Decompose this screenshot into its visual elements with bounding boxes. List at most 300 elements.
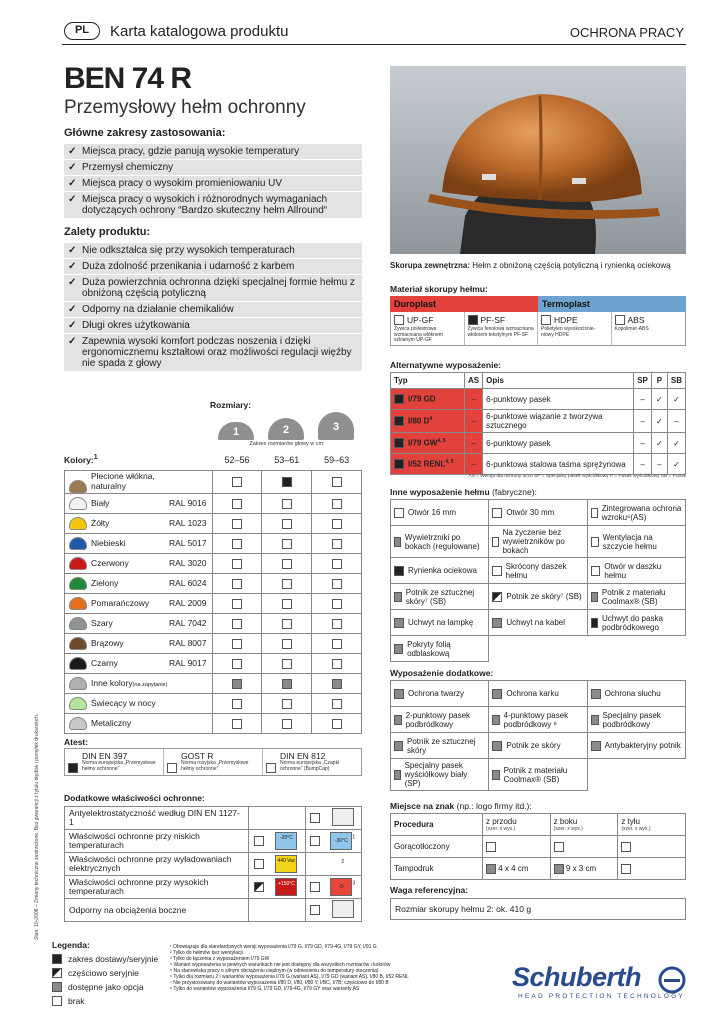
extra-equipment-label: 4-punktowy pasek podbródkowy ⁸ [503,710,569,729]
product-name: BEN 74 R [64,62,192,95]
marking-checkbox [554,864,564,874]
other-equipment-cell [391,610,489,636]
size-availability-box [232,539,242,549]
marking-header-3: z tyłu (szer. x wys.) [618,814,686,836]
footnote: ⁶ Tylko dla rozmiaru 2 i wariantów wyposażenia I/79 G (wariant AS), I/79 GD (wariant AS), I/80 B, I/52 RENL [170,974,409,980]
material-option [612,312,686,345]
marking-header-2: z boku (szer. x wys.) [550,814,618,836]
legend-list [52,952,167,1008]
check-icon: ✓ [68,320,77,331]
other-equipment-label: Na życzenie bez wywietrzników po bokach [502,528,565,555]
color-ral: RAL 2009 [169,597,207,608]
category-label: OCHRONA PRACY [569,25,684,40]
size-availability-box [332,559,342,569]
advantage-item [64,302,362,317]
shell-caption [390,261,690,270]
marking-checkbox [486,864,496,874]
alt-desc: 6-punktowy pasek [483,433,634,454]
colors-table [64,450,362,734]
properties-title: Dodatkowe właściwości ochronne: [64,793,205,803]
marking-value: 4 x 4 cm [498,863,529,873]
material-checkbox [394,315,404,325]
size-availability-box [232,599,242,609]
extra-equipment-cell [489,707,587,733]
size-availability-box [282,639,292,649]
legend-item [52,994,167,1008]
footnote: ³ Tylko do łączenia z wyposażeniem I/79 GW [170,956,270,962]
helmet-color-icon [69,557,87,570]
color-ral: RAL 7042 [169,617,207,628]
advantages-title: Zalety produktu: [64,226,151,238]
approval-name: GOST R [181,751,214,761]
approval-name: DIN EN 397 [82,751,128,761]
alt-sp: – [634,410,652,433]
approval-checkbox [167,763,177,773]
property-row [65,876,362,899]
application-item [64,160,362,175]
material-checkbox [468,315,478,325]
helmet-color-icon [69,497,87,510]
alt-sp: – [634,454,652,475]
alt-equipment-legend: AS = Wersja dla ochrony oczu SP = Specjalny pasek wyściółkowy P = Pasek wyściółkowy SB = Potnik [468,474,686,479]
size-availability-box [332,579,342,589]
helmet-color-icon [69,597,87,610]
other-equipment-checkbox [394,537,401,547]
color-name-cell [65,470,213,493]
approval-desc: Norma europejska „Przemysłowe hełmy ochronne” [82,760,156,772]
color-name: Żółty [91,517,110,528]
size-availability-box [282,659,292,669]
material-title: Materiał skorupy hełmu: [390,284,488,294]
extra-equipment-label: Ochrona słuchu [604,689,661,698]
alt-header-0: Typ [391,373,465,389]
marking-row [391,836,686,858]
property-label: Właściwości ochronne przy niskich temperaturach [65,830,249,853]
legend-label: częściowo seryjnie [68,968,139,978]
alt-type: I/52 RENL [408,459,446,469]
size-availability-box [232,679,242,689]
other-equipment-cell [587,526,685,558]
alt-sup: 4, 5 [437,437,446,444]
material-desc: Kopolimer-ABS [614,326,649,332]
material-option [465,312,539,345]
helmet-illustration [390,66,686,254]
helmet-color-icon [69,517,87,530]
other-equipment-cell [391,584,489,610]
footnote: ⁸ Tylko do wariantów wyposażenia I/79 G, I/79 GD, I/79-4G, I/79 GY oraz warianty AS [170,986,360,992]
helmet-color-icon [69,480,87,493]
marking-cell [483,858,551,880]
color-row [65,713,362,733]
approval-checkbox [266,763,276,773]
size-availability-box [282,539,292,549]
check-icon: ✓ [68,194,77,205]
application-item [64,176,362,191]
alt-type-cell [391,433,465,454]
extra-equipment-cell [587,759,685,791]
size-availability-box [282,679,292,689]
sizes-note: Zakres rozmiarów głowy w cm: [249,441,325,447]
color-ral: RAL 9016 [169,497,207,508]
other-equipment-cell [391,558,489,584]
color-row [65,613,362,633]
helmet-color-icon [69,677,87,690]
shell-caption-text: Hełm z obniżoną częścią potyliczną i rynienką ociekową [472,261,671,270]
property-checkbox-2 [310,813,320,823]
size-availability-box [232,699,242,709]
alt-sb: – [667,410,685,433]
property-label: Antyelektrostatyczność według DIN EN 1127-1 [65,807,249,830]
marking-procedure: Gorącotłoczony [391,836,483,858]
property-label: Właściwości ochronne przy wysokich temperaturach [65,876,249,899]
property-row [65,830,362,853]
color-name: Czerwony [91,557,129,568]
alt-desc: 6-punktowy pasek [483,389,634,410]
property-checkbox-2 [310,905,320,915]
color-ral: RAL 8007 [169,637,207,648]
other-equipment-label: Zintegrowana ochrona wzroku⁶(AS) [601,503,682,522]
document-type: Karta katalogowa produktu [110,23,289,40]
approval-item [263,749,361,775]
approval-name: DIN EN 812 [280,751,326,761]
property-checkbox-2 [310,836,320,846]
other-equipment-checkbox [394,566,404,576]
other-equipment-label: Otwór w daszku hełmu [604,561,662,580]
check-icon: ✓ [68,245,77,256]
property-checkbox [254,859,264,869]
material-code: PF-SF [480,315,506,325]
advantages-list [64,243,362,372]
other-equipment-label: Pokryty folią odblaskową [407,639,451,658]
extra-equipment-row [391,681,686,707]
material-option [391,312,465,345]
other-equipment-cell [489,610,587,636]
side-note: Stan: 10-2008 – Zmiany techniczne zastrzeżone. Bez gwarancji z tytułu błędów i pomyłek drukarskich. [34,713,40,940]
other-equipment-label: Potnik ze sztucznej skóry⁷ (SB) [405,587,475,606]
alt-as: – [465,433,483,454]
size-range-3: 59–63 [324,454,350,465]
legend-swatch [52,982,62,992]
alt-p: ✓ [651,433,667,454]
alt-equipment-title: Alternatywne wyposażenie: [390,360,502,370]
property-symbol-icon [332,900,354,918]
property-badge-icon: 440 Vac [275,855,297,873]
alt-row [391,433,686,454]
other-equipment-checkbox [591,618,598,628]
marking-cell [550,836,618,858]
legend-label: zakres dostawy/seryjnie [68,954,159,964]
other-equipment-cell [391,526,489,558]
property-sup: 2 [341,859,345,866]
other-equipment-row [391,526,686,558]
alt-type-cell [391,454,465,475]
property-badge-icon: +150°C [275,878,297,896]
size-availability-box [232,659,242,669]
approval-desc: Norma europejska „Czapki ochronne” (BumpCap) [280,760,340,772]
size-availability-box [332,679,342,689]
advantage-item-text: Długi okres użytkowania [82,320,190,331]
material-checkbox [615,315,625,325]
application-item [64,192,362,218]
helmet-color-icon [69,577,87,590]
color-row [65,470,362,493]
approval-checkbox [68,763,78,773]
alt-row [391,410,686,433]
property-symbol-icon [332,808,354,826]
approval-desc: Norma rosyjska „Przemysłowe hełmy ochronne” [181,760,249,772]
material-group-duroplast: Duroplast [390,296,538,312]
size-availability-box [282,579,292,589]
alt-type: I/79 GW [408,438,438,448]
helmet-color-icon [69,617,87,630]
extra-equipment-checkbox [492,741,502,751]
color-name: Świecący w nocy [91,697,156,708]
size-availability-box [282,699,292,709]
alt-header-1: AS [465,373,483,389]
extra-equipment-cell [587,707,685,733]
color-row [65,593,362,613]
marking-checkbox [621,842,631,852]
marking-header-0: Procedura [391,814,483,836]
color-name-cell [65,633,213,653]
color-name: Inne kolory [91,677,133,688]
color-name-cell [65,713,213,733]
color-row [65,653,362,673]
material-desc: Polietylen wysokociśnie-niowy HDPE [541,326,596,338]
size-availability-box [282,599,292,609]
extra-equipment-checkbox [591,715,599,725]
footnotes [170,944,490,992]
legend-swatch [52,968,62,978]
other-equipment-label: Potnik ze skóry⁷ (SB) [506,592,582,601]
color-row [65,673,362,693]
marking-checkbox [486,842,496,852]
marking-header-row [391,814,686,836]
extra-equipment-checkbox [591,741,601,751]
legend-item [52,966,167,980]
marking-title-bold: Miejsce na znak [390,801,455,811]
other-equipment-cell [391,500,489,526]
alt-type-cell [391,389,465,410]
other-equipment-checkbox [394,644,403,654]
extra-equipment-label: Potnik ze skóry [506,741,561,750]
property-sup: 3 [352,880,356,887]
extra-equipment-cell [489,759,587,791]
property-row [65,899,362,922]
property-badge-icon: -20°C [275,832,297,850]
product-subtitle: Przemysłowy hełm ochronny [64,97,306,118]
size-range-1: 52–56 [224,454,250,465]
size-availability-box [332,519,342,529]
other-equipment-label: Skrócony daszek hełmu [505,561,567,580]
extra-equipment-checkbox [394,770,401,780]
size-availability-box [332,599,342,609]
size-availability-box [282,499,292,509]
material-checkbox [541,315,551,325]
advantage-item-text: Nie odkształca się przy wysokich temperaturach [82,245,295,256]
size-availability-box [332,499,342,509]
alt-header-3: SP [634,373,652,389]
other-equipment-checkbox [591,592,598,602]
check-icon: ✓ [68,304,77,315]
marking-table [390,813,686,880]
alt-row [391,389,686,410]
helmet-color-icon [69,717,87,730]
material-code: UP-GF [407,315,434,325]
other-equipment-label: Rynienka ociekowa [408,566,477,575]
material-code: ABS [627,315,645,325]
extra-equipment-checkbox [492,715,499,725]
extra-equipment-title: Wyposażenie dodatkowe: [390,668,494,678]
other-equipment-cell [587,558,685,584]
legend-title: Legenda: [52,940,90,950]
other-equipment-row [391,500,686,526]
size-availability-box [282,719,292,729]
alt-desc: 6-punktowa stalowa taśma sprężynowa [483,454,634,475]
alt-row [391,454,686,475]
other-equipment-checkbox [591,508,598,518]
color-name: Biały [91,497,110,508]
extra-equipment-checkbox [492,770,499,780]
alt-sup: 4, 5 [445,458,454,465]
alt-p: ✓ [651,410,667,433]
extra-equipment-label: Potnik ze sztucznej skóry [406,736,476,755]
footnote: ⁷ Nie przystosowany do wariantów wyposażenia I/80 D, I/80, I/80 Y, I/BC, I/7B; częściowo do I/80 B [170,980,389,986]
brand-tagline: HEAD PROTECTION TECHNOLOGY [518,993,685,1000]
application-item-text: Przemysł chemiczny [82,162,174,173]
marking-cell [618,858,686,880]
extra-equipment-label: 2-punktowy pasek podbródkowy [405,710,471,729]
status-checkbox [394,416,404,426]
size-range-2: 53–61 [274,454,300,465]
alt-sp: – [634,389,652,410]
other-equipment-label: Uchwyt do paska podbródkowego [601,613,663,632]
extra-equipment-checkbox [394,741,403,751]
application-item-text: Miejsca pracy, gdzie panują wysokie temperatury [82,146,300,157]
other-equipment-checkbox [394,508,404,518]
other-equipment-checkbox [394,618,404,628]
marking-row [391,858,686,880]
color-ral: RAL 6024 [169,577,207,588]
helmet-photo [390,66,686,254]
color-ral: RAL 5017 [169,537,207,548]
marking-checkbox [621,864,631,874]
alt-sb: ✓ [667,389,685,410]
size-availability-box [232,499,242,509]
approvals-table [64,748,362,776]
shell-caption-bold: Skorupa zewnętrzna: [390,261,471,270]
extra-equipment-checkbox [492,689,502,699]
other-equipment-label: Uchwyt na lampkę [408,618,474,627]
color-name-cell [65,613,213,633]
advantage-item-text: Duża zdolność przenikania i udarność z karbem [82,261,295,272]
alt-p: ✓ [651,389,667,410]
color-ral: RAL 9017 [169,657,207,668]
color-name-cell [65,533,213,553]
legend-item [52,952,167,966]
other-equipment-checkbox [492,592,502,602]
material-group-termoplast: Termoplast [538,296,686,312]
marking-checkbox [554,842,564,852]
material-desc: Żywica fenolowa wzmacniana włóknem tekstylnym PF-SF [467,326,534,338]
other-equipment-cell [489,636,587,662]
size-availability-box [332,699,342,709]
color-name: Czarny [91,657,118,668]
extra-equipment-table [390,680,686,791]
color-name-cell [65,653,213,673]
other-equipment-cell [489,584,587,610]
other-equipment-cell [587,636,685,662]
other-equipment-checkbox [492,618,502,628]
approvals-title: Atest: [64,737,89,747]
color-ral: RAL 3020 [169,557,207,568]
color-row [65,553,362,573]
marking-title-rest: (np.: logo firmy itd.): [456,801,532,811]
marking-cell [618,836,686,858]
extra-equipment-cell [587,681,685,707]
alt-header-2: Opis [483,373,634,389]
size-availability-box [232,519,242,529]
extra-equipment-label: Antybakteryjny potnik [604,741,681,750]
property-row [65,853,362,876]
alt-header-row [391,373,686,389]
other-equipment-label: Otwór 30 mm [506,508,555,517]
other-equipment-label: Potnik z materiału Coolmax® (SB) [601,587,666,606]
advantage-item [64,243,362,258]
alt-type: I/80 D [408,416,430,426]
other-equipment-row [391,558,686,584]
approval-item [164,749,263,775]
size-icon-1: 1 [218,422,254,440]
extra-equipment-row [391,759,686,791]
other-equipment-checkbox [394,592,402,602]
other-equipment-checkbox [492,566,501,576]
status-checkbox [394,394,404,404]
check-icon: ✓ [68,146,77,157]
color-name-cell [65,493,213,513]
marking-title [390,801,532,811]
header-rule [62,44,686,45]
property-label: Właściwości ochronne przy wyładowaniach elektrycznych [65,853,249,876]
extra-equipment-checkbox [591,689,601,699]
legend-item [52,980,167,994]
application-item-text: Miejsca pracy o wysokim promieniowaniu UV [82,178,283,189]
color-row [65,533,362,553]
size-availability-box [282,559,292,569]
applications-title: Główne zakresy zastosowania: [64,127,226,139]
material-desc: Żywica poliestrowa wzmacniana włóknem szklanym UP-GF [394,326,443,343]
color-name: Pomarańczowy [91,597,150,608]
material-option [538,312,612,345]
other-equipment-cell [391,636,489,662]
alt-type: I/79 GD [408,394,436,404]
alt-header-5: SB [667,373,685,389]
marking-procedure: Tampodruk [391,858,483,880]
size-availability-box [232,477,242,487]
advantage-item-text: Odporny na działanie chemikaliów [82,304,234,315]
footnote: ⁴ Wariant wyposażenia w pewnych warunkach nie jest dostępny dla wszystkich rozmiarów i kolorów [170,962,391,968]
property-row [65,807,362,830]
legend-swatch [52,996,62,1006]
color-row [65,513,362,533]
extra-equipment-cell [489,681,587,707]
extra-equipment-cell [391,707,489,733]
check-icon: ✓ [68,277,77,288]
application-item [64,144,362,159]
property-label: Odporny na obciążenia boczne [65,899,249,922]
other-equipment-cell [587,610,685,636]
color-row [65,573,362,593]
